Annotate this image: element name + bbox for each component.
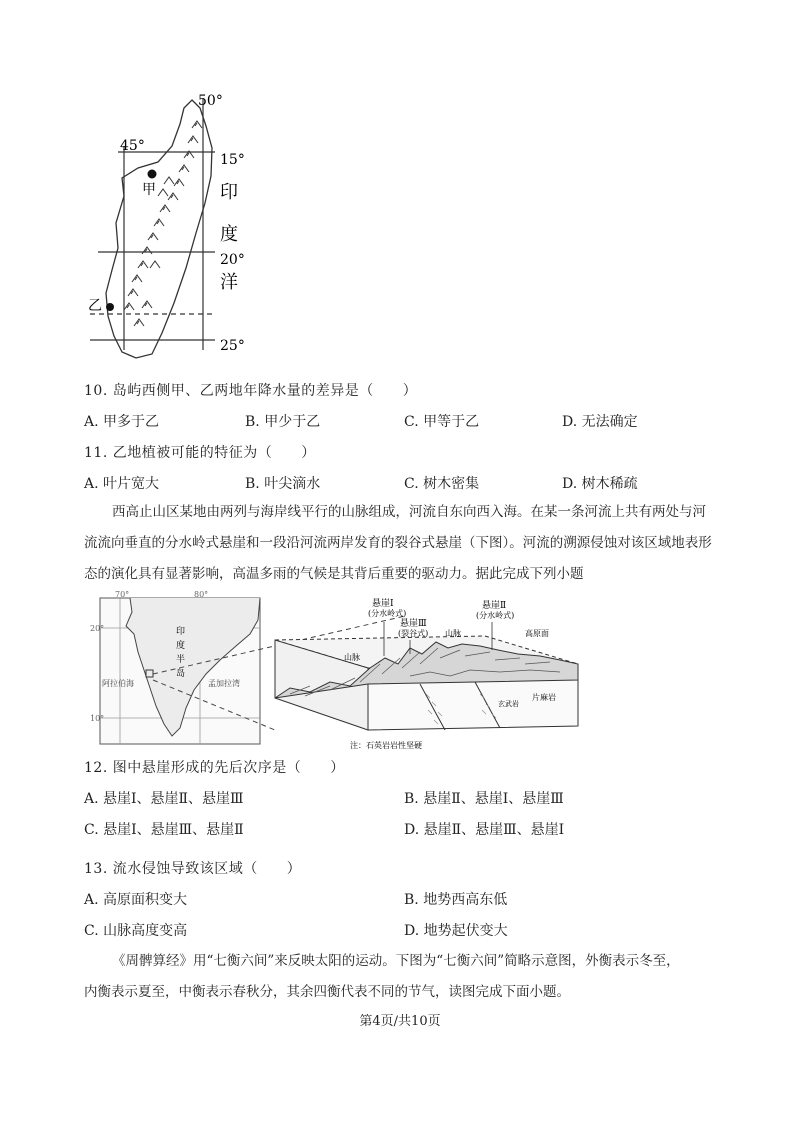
lat-label-20: 20°: [220, 252, 245, 268]
cliff-2-label: 悬崖Ⅱ: [482, 601, 507, 611]
mountain-left-label: 山脉: [344, 653, 360, 662]
cliff-1-label: 悬崖Ⅰ: [372, 599, 394, 609]
q13-option-d: D. 地势起伏变大: [404, 923, 508, 939]
point-jia: [148, 170, 157, 179]
q12-stem: 12. 图中悬崖形成的先后次序是（ ）: [84, 760, 345, 776]
q12-option-b: B. 悬崖Ⅱ、悬崖Ⅰ、悬崖Ⅲ: [404, 791, 564, 807]
passage-1: [84, 497, 724, 590]
peninsula-char-4: 岛: [176, 669, 186, 679]
peninsula-char-2: 度: [176, 641, 186, 651]
q11-option-d: D. 树木稀疏: [562, 476, 638, 492]
passage-2: [84, 946, 724, 1008]
cliff-2-type: (分水岭式): [476, 611, 515, 620]
q11-stem: 11. 乙地植被可能的特征为（ ）: [84, 445, 316, 461]
q11-option-c: C. 树木密集: [404, 476, 480, 492]
rock-label-gneiss: 片麻岩: [532, 693, 556, 702]
q13-stem: 13. 流水侵蚀导致该区域（ ）: [84, 861, 302, 877]
q12-option-d: D. 悬崖Ⅱ、悬崖Ⅲ、悬崖Ⅰ: [404, 822, 565, 838]
arabian-sea-label: 阿拉伯海: [102, 679, 134, 688]
lon-label-70: 70°: [115, 590, 130, 599]
cliff-3-type: (裂谷式): [398, 629, 429, 638]
rock-label-basalt: 玄武岩: [498, 700, 519, 708]
plateau-label: 高原面: [525, 629, 549, 638]
lon-label-80: 80°: [194, 590, 209, 599]
diagram-note: 注：石英岩岩性坚硬: [350, 741, 422, 750]
passage-1-line-3: 态的演化具有显著影响，高温多雨的气候是其背后重要的驱动力。据此完成下列小题: [84, 566, 584, 582]
bay-of-bengal-label: 孟加拉湾: [208, 679, 240, 688]
ocean-char-2: 度: [220, 224, 238, 245]
lat-label-10: 10°: [90, 714, 105, 723]
q10-option-d: D. 无法确定: [562, 414, 638, 430]
q10-option-c: C. 甲等于乙: [404, 414, 480, 430]
mountain-mid-label: 山脉: [445, 629, 461, 638]
cliff-1-type: (分水岭式): [368, 609, 407, 618]
q12-option-c: C. 悬崖Ⅰ、悬崖Ⅲ、悬崖Ⅱ: [84, 822, 244, 838]
q13-option-c: C. 山脉高度变高: [84, 923, 188, 939]
label-yi: 乙: [88, 298, 102, 314]
q11-option-a: A. 叶片宽大: [84, 476, 160, 492]
passage-1-line-2: 流流向垂直的分水岭式悬崖和一段沿河流两岸发育的裂谷式悬崖（下图）。河流的溯源侵蚀对该区域地表形: [84, 535, 712, 551]
madagascar-map: [80, 88, 280, 363]
lon-label-45: 45°: [120, 138, 145, 154]
lat-label-20: 20°: [90, 624, 105, 633]
ocean-char-3: 洋: [220, 272, 238, 293]
page-footer: 第4页/共10页: [359, 1014, 441, 1029]
lat-label-25: 25°: [220, 338, 245, 354]
q10-option-b: B. 甲少于乙: [245, 414, 321, 430]
label-jia: 甲: [142, 182, 156, 198]
ocean-char-1: 印: [220, 182, 238, 203]
lon-label-50: 50°: [198, 93, 223, 109]
q11-option-b: B. 叶尖滴水: [245, 476, 321, 492]
q10-option-a: A. 甲多于乙: [84, 414, 160, 430]
point-yi: [106, 303, 114, 311]
lat-label-15: 15°: [220, 152, 245, 168]
cliff-3-label: 悬崖Ⅲ: [400, 619, 427, 629]
peninsula-char-3: 半: [176, 655, 186, 665]
q13-option-a: A. 高原面积变大: [84, 892, 188, 908]
q10-stem: 10. 岛屿西侧甲、乙两地年降水量的差异是（ ）: [84, 383, 418, 399]
peninsula-char-1: 印: [176, 627, 186, 637]
q12-option-a: A. 悬崖Ⅰ、悬崖Ⅱ、悬崖Ⅲ: [84, 791, 244, 807]
passage-2-line-2: 内衡表示夏至，中衡表示春秋分，其余四衡代表不同的节气，读图完成下面小题。: [84, 984, 570, 1000]
block-diagram: [270, 598, 610, 758]
passage-1-line-1: 西高止山区某地由两列与海岸线平行的山脉组成，河流自东向西入海。在某一条河流上共有两处与河: [112, 504, 706, 520]
q13-option-b: B. 地势西高东低: [404, 892, 508, 908]
passage-2-line-1: 《周髀算经》用“七衡六间”来反映太阳的运动。下图为“七衡六间”简略示意图，外衡表示冬至，: [112, 953, 680, 969]
